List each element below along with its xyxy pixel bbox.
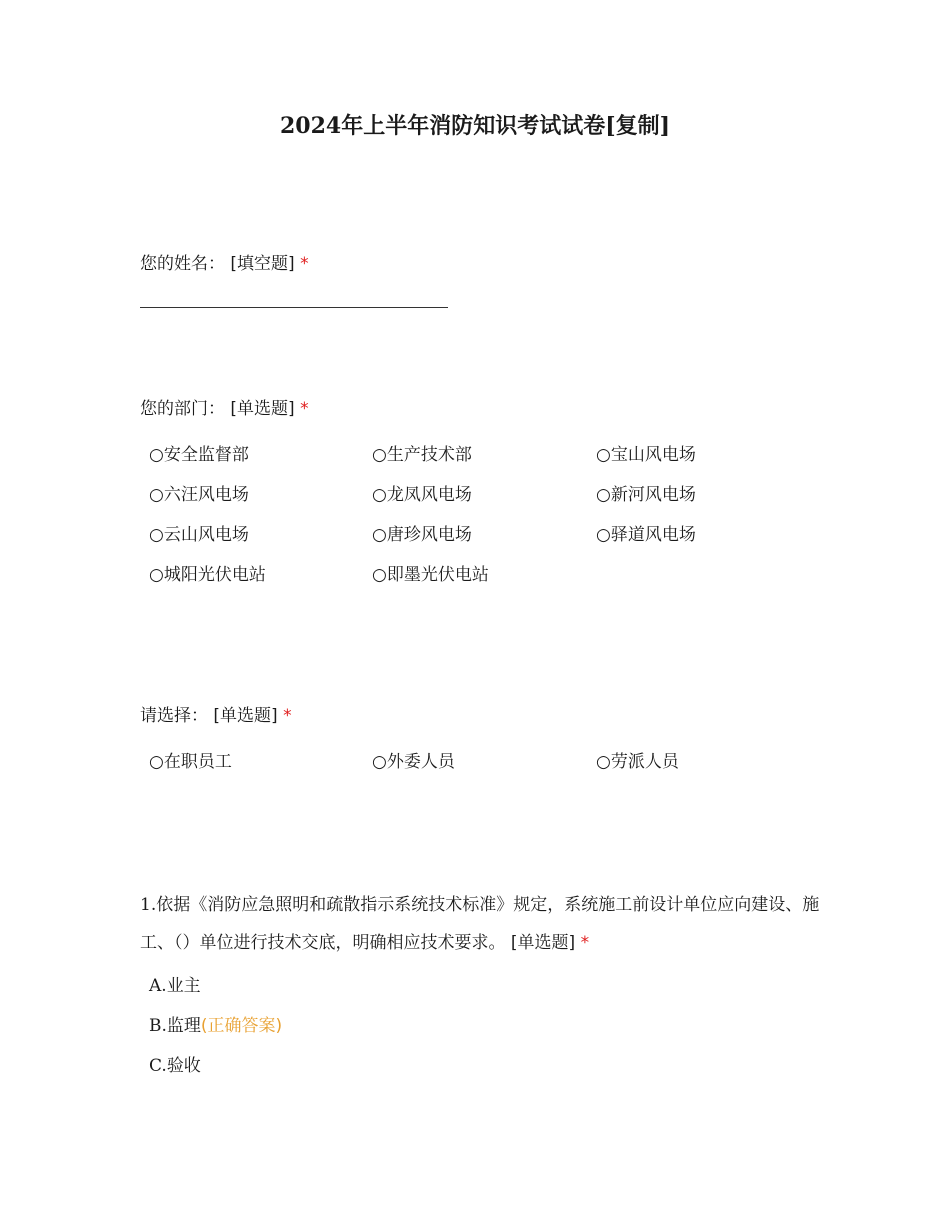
question-type: [单选题]: [230, 399, 295, 419]
question-label: 您的部门：: [140, 399, 225, 419]
dept-option[interactable]: ○宝山风电场: [596, 445, 696, 465]
choose-option[interactable]: ○在职员工: [149, 752, 232, 772]
answer-option-c[interactable]: [149, 1054, 201, 1078]
dept-option[interactable]: ○云山风电场: [149, 525, 249, 545]
answer-text: 监理: [166, 1016, 201, 1036]
page-title: 2024年上半年消防知识考试试卷[复制]: [279, 113, 671, 139]
question-label: 请选择：: [140, 706, 208, 726]
dept-option[interactable]: ○唐珍风电场: [372, 525, 472, 545]
dept-option[interactable]: ○龙凤风电场: [372, 485, 472, 505]
answer-option-a[interactable]: [149, 974, 201, 998]
question-label: 您的姓名：: [140, 254, 225, 274]
choose-option[interactable]: ○外委人员: [372, 752, 455, 772]
question-department: [140, 397, 309, 421]
question-choose: [140, 704, 292, 728]
answer-text: 验收: [166, 1056, 201, 1076]
choose-option[interactable]: ○劳派人员: [596, 752, 679, 772]
dept-option[interactable]: ○城阳光伏电站: [149, 565, 266, 585]
answer-option-b[interactable]: [149, 1014, 282, 1038]
dept-option[interactable]: ○生产技术部: [372, 445, 472, 465]
question-name: [140, 252, 309, 276]
answer-letter: A.: [149, 976, 167, 996]
required-marker: *: [283, 706, 292, 726]
required-marker: *: [300, 254, 309, 274]
dept-option[interactable]: ○六汪风电场: [149, 485, 249, 505]
answer-letter: C.: [149, 1056, 167, 1076]
name-blank-line[interactable]: [140, 307, 448, 308]
dept-option[interactable]: ○新河风电场: [596, 485, 696, 505]
question-text: 依据《消防应急照明和疏散指示系统技术标准》规定，系统施工前设计单位应向建设、施工、（）单位进行技术交底，明确相应技术要求。: [140, 895, 820, 953]
question-type: [填空题]: [230, 254, 295, 274]
required-marker: *: [300, 399, 309, 419]
dept-option[interactable]: ○即墨光伏电站: [372, 565, 489, 585]
correct-answer-note: (正确答案): [200, 1016, 283, 1036]
question-type: [单选题]: [510, 933, 576, 953]
required-marker: *: [580, 933, 590, 953]
answer-text: 业主: [166, 976, 201, 996]
dept-option[interactable]: ○安全监督部: [149, 445, 249, 465]
question-1: [140, 886, 830, 962]
question-number: 1.: [140, 895, 157, 915]
answer-letter: B.: [149, 1016, 167, 1036]
question-type: [单选题]: [213, 706, 278, 726]
dept-option[interactable]: ○驿道风电场: [596, 525, 696, 545]
